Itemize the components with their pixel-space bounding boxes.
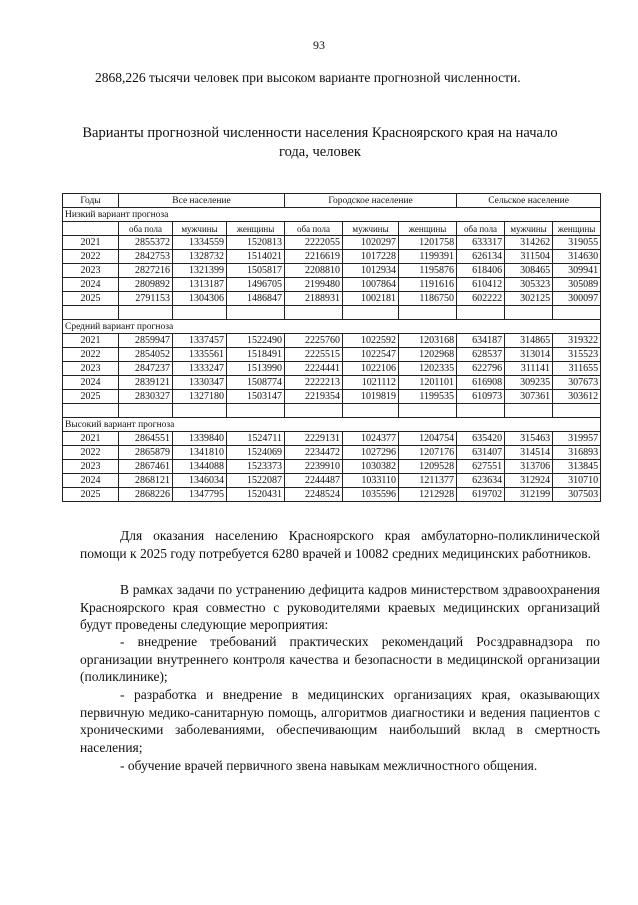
section-spacer-row <box>63 404 601 418</box>
value-cell: 314630 <box>553 250 601 264</box>
value-cell: 1335561 <box>173 348 227 362</box>
empty-cell <box>227 306 285 320</box>
value-cell: 2224441 <box>285 362 343 376</box>
value-cell: 1304306 <box>173 292 227 306</box>
value-cell: 1524069 <box>227 446 285 460</box>
bullet-1: - внедрение требований практических рекомендаций Росздравнадзора по организации внутреннего контроля качества и безопасности в медицинской организации (поликлинике); <box>80 634 600 684</box>
subheader-cell: оба пола <box>457 222 505 236</box>
year-cell: 2023 <box>63 460 119 474</box>
value-cell: 1327180 <box>173 390 227 404</box>
value-cell: 1033110 <box>343 474 399 488</box>
year-cell: 2021 <box>63 334 119 348</box>
value-cell: 302125 <box>505 292 553 306</box>
value-cell: 314262 <box>505 236 553 250</box>
value-cell: 303612 <box>553 390 601 404</box>
value-cell: 1002181 <box>343 292 399 306</box>
empty-cell <box>343 404 399 418</box>
empty-cell <box>119 404 173 418</box>
year-cell: 2023 <box>63 362 119 376</box>
value-cell: 2234472 <box>285 446 343 460</box>
year-cell: 2025 <box>63 390 119 404</box>
subheader-cell: мужчины <box>173 222 227 236</box>
value-cell: 1022547 <box>343 348 399 362</box>
value-cell: 1203168 <box>399 334 457 348</box>
value-cell: 1347795 <box>173 488 227 502</box>
value-cell: 631407 <box>457 446 505 460</box>
table-row <box>63 292 601 306</box>
value-cell: 627551 <box>457 460 505 474</box>
value-cell: 305089 <box>553 278 601 292</box>
value-cell: 315523 <box>553 348 601 362</box>
value-cell: 2827216 <box>119 264 173 278</box>
value-cell: 1346034 <box>173 474 227 488</box>
empty-cell <box>173 306 227 320</box>
paragraph-measures: В рамках задачи по устранению дефицита кадров министерством здравоохранения Красноярского края совместно с руководителями краевых медицинских организаций будут проведены следующие мероприятия: <box>80 582 600 632</box>
subheader-cell: женщины <box>227 222 285 236</box>
subheader-cell: оба пола <box>285 222 343 236</box>
header-years: Годы <box>63 194 119 208</box>
empty-cell <box>63 404 119 418</box>
value-cell: 616908 <box>457 376 505 390</box>
empty-cell <box>399 404 457 418</box>
value-cell: 610973 <box>457 390 505 404</box>
year-cell: 2024 <box>63 278 119 292</box>
value-cell: 316893 <box>553 446 601 460</box>
table-row <box>63 334 601 348</box>
subheader-cell: оба пола <box>119 222 173 236</box>
subheader-cell: мужчины <box>505 222 553 236</box>
value-cell: 1191616 <box>399 278 457 292</box>
value-cell: 1024377 <box>343 432 399 446</box>
value-cell: 1209528 <box>399 460 457 474</box>
value-cell: 1496705 <box>227 278 285 292</box>
value-cell: 308465 <box>505 264 553 278</box>
value-cell: 1212928 <box>399 488 457 502</box>
value-cell: 1201758 <box>399 236 457 250</box>
value-cell: 1505817 <box>227 264 285 278</box>
table-row <box>63 348 601 362</box>
empty-cell <box>505 306 553 320</box>
empty-cell <box>227 404 285 418</box>
value-cell: 2248524 <box>285 488 343 502</box>
table-row <box>63 236 601 250</box>
subheader-cell: женщины <box>553 222 601 236</box>
value-cell: 2199480 <box>285 278 343 292</box>
empty-cell <box>285 306 343 320</box>
value-cell: 314865 <box>505 334 553 348</box>
value-cell: 2225515 <box>285 348 343 362</box>
bullet-2: - разработка и внедрение в медицинских организациях края, оказывающих первичную медико-санитарную помощь, алгоритмов диагностики и ведения пациентов с хроническими заболеваниями, обеспечивающим наибольший вклад в смертность населения; <box>80 687 600 755</box>
population-table <box>62 193 601 502</box>
value-cell: 633317 <box>457 236 505 250</box>
value-cell: 1007864 <box>343 278 399 292</box>
value-cell: 309941 <box>553 264 601 278</box>
value-cell: 1199391 <box>399 250 457 264</box>
intro-line: 2868,226 тысячи человек при высоком варианте прогнозной численности. <box>95 70 521 85</box>
value-cell: 1202335 <box>399 362 457 376</box>
value-cell: 2855372 <box>119 236 173 250</box>
value-cell: 1522490 <box>227 334 285 348</box>
table-row <box>63 488 601 502</box>
value-cell: 1035596 <box>343 488 399 502</box>
value-cell: 1321399 <box>173 264 227 278</box>
subheader-cell: мужчины <box>343 222 399 236</box>
subheader-cell: женщины <box>399 222 457 236</box>
value-cell: 1030382 <box>343 460 399 474</box>
value-cell: 628537 <box>457 348 505 362</box>
value-cell: 1328732 <box>173 250 227 264</box>
value-cell: 1022592 <box>343 334 399 348</box>
section-title: Низкий вариант прогноза <box>63 208 601 222</box>
value-cell: 1486847 <box>227 292 285 306</box>
value-cell: 1514021 <box>227 250 285 264</box>
subheader-row <box>63 222 601 236</box>
value-cell: 313845 <box>553 460 601 474</box>
value-cell: 2219354 <box>285 390 343 404</box>
value-cell: 2222055 <box>285 236 343 250</box>
value-cell: 307361 <box>505 390 553 404</box>
year-cell: 2022 <box>63 250 119 264</box>
value-cell: 1211377 <box>399 474 457 488</box>
value-cell: 2854052 <box>119 348 173 362</box>
empty-cell <box>457 306 505 320</box>
empty-cell <box>553 404 601 418</box>
empty-cell <box>63 222 119 236</box>
value-cell: 300097 <box>553 292 601 306</box>
value-cell: 319957 <box>553 432 601 446</box>
value-cell: 307673 <box>553 376 601 390</box>
value-cell: 1204754 <box>399 432 457 446</box>
year-cell: 2025 <box>63 488 119 502</box>
value-cell: 2188931 <box>285 292 343 306</box>
value-cell: 319055 <box>553 236 601 250</box>
value-cell: 2839121 <box>119 376 173 390</box>
table-row <box>63 390 601 404</box>
value-cell: 312199 <box>505 488 553 502</box>
value-cell: 1020297 <box>343 236 399 250</box>
value-cell: 623634 <box>457 474 505 488</box>
header-rural: Сельское население <box>457 194 601 208</box>
table-row <box>63 278 601 292</box>
value-cell: 1503147 <box>227 390 285 404</box>
value-cell: 626134 <box>457 250 505 264</box>
year-cell: 2023 <box>63 264 119 278</box>
section-title-row <box>63 418 601 432</box>
year-cell: 2024 <box>63 474 119 488</box>
year-cell: 2022 <box>63 446 119 460</box>
value-cell: 1337457 <box>173 334 227 348</box>
value-cell: 310710 <box>553 474 601 488</box>
empty-cell <box>457 404 505 418</box>
value-cell: 1344088 <box>173 460 227 474</box>
value-cell: 2229131 <box>285 432 343 446</box>
section-title-row <box>63 320 601 334</box>
empty-cell <box>553 306 601 320</box>
value-cell: 2222213 <box>285 376 343 390</box>
empty-cell <box>119 306 173 320</box>
value-cell: 1523373 <box>227 460 285 474</box>
value-cell: 1186750 <box>399 292 457 306</box>
table-row <box>63 250 601 264</box>
value-cell: 1021112 <box>343 376 399 390</box>
value-cell: 1202968 <box>399 348 457 362</box>
value-cell: 2208810 <box>285 264 343 278</box>
page-number: 93 <box>313 38 325 52</box>
value-cell: 1341810 <box>173 446 227 460</box>
value-cell: 1012934 <box>343 264 399 278</box>
value-cell: 1330347 <box>173 376 227 390</box>
table-title: Варианты прогнозной численности населения Красноярского края на начало года, человек <box>82 125 558 160</box>
value-cell: 2865879 <box>119 446 173 460</box>
value-cell: 635420 <box>457 432 505 446</box>
section-title: Средний вариант прогноза <box>63 320 601 334</box>
value-cell: 2239910 <box>285 460 343 474</box>
table-row <box>63 474 601 488</box>
value-cell: 314514 <box>505 446 553 460</box>
value-cell: 309235 <box>505 376 553 390</box>
value-cell: 315463 <box>505 432 553 446</box>
value-cell: 2847237 <box>119 362 173 376</box>
year-cell: 2025 <box>63 292 119 306</box>
value-cell: 2867461 <box>119 460 173 474</box>
value-cell: 1027296 <box>343 446 399 460</box>
empty-cell <box>505 404 553 418</box>
section-title: Высокий вариант прогноза <box>63 418 601 432</box>
value-cell: 307503 <box>553 488 601 502</box>
value-cell: 1518491 <box>227 348 285 362</box>
value-cell: 311504 <box>505 250 553 264</box>
value-cell: 1508774 <box>227 376 285 390</box>
empty-cell <box>63 306 119 320</box>
value-cell: 618406 <box>457 264 505 278</box>
empty-cell <box>285 404 343 418</box>
header-total: Все население <box>119 194 285 208</box>
value-cell: 1019819 <box>343 390 399 404</box>
value-cell: 610412 <box>457 278 505 292</box>
value-cell: 319322 <box>553 334 601 348</box>
value-cell: 1201101 <box>399 376 457 390</box>
paragraph-doctors: Для оказания населению Красноярского края амбулаторно-поликлинической помощи к 2025 году потребуется 6280 врачей и 10082 средних медицинских работников. <box>80 528 600 561</box>
year-cell: 2024 <box>63 376 119 390</box>
table-row <box>63 460 601 474</box>
value-cell: 2225760 <box>285 334 343 348</box>
table-row <box>63 446 601 460</box>
value-cell: 313706 <box>505 460 553 474</box>
value-cell: 1022106 <box>343 362 399 376</box>
value-cell: 312924 <box>505 474 553 488</box>
year-cell: 2022 <box>63 348 119 362</box>
value-cell: 2868121 <box>119 474 173 488</box>
table-row <box>63 362 601 376</box>
value-cell: 1339840 <box>173 432 227 446</box>
value-cell: 619702 <box>457 488 505 502</box>
section-spacer-row <box>63 306 601 320</box>
table-row <box>63 264 601 278</box>
value-cell: 2868226 <box>119 488 173 502</box>
value-cell: 2859947 <box>119 334 173 348</box>
bullet-3: - обучение врачей первичного звена навыкам межличностного общения. <box>120 758 538 773</box>
value-cell: 2216619 <box>285 250 343 264</box>
value-cell: 2842753 <box>119 250 173 264</box>
value-cell: 313014 <box>505 348 553 362</box>
value-cell: 1524711 <box>227 432 285 446</box>
value-cell: 1333247 <box>173 362 227 376</box>
value-cell: 2830327 <box>119 390 173 404</box>
table-row <box>63 376 601 390</box>
value-cell: 1199535 <box>399 390 457 404</box>
value-cell: 1207176 <box>399 446 457 460</box>
value-cell: 2244487 <box>285 474 343 488</box>
year-cell: 2021 <box>63 432 119 446</box>
value-cell: 622796 <box>457 362 505 376</box>
table-header-row <box>63 194 601 208</box>
value-cell: 634187 <box>457 334 505 348</box>
value-cell: 602222 <box>457 292 505 306</box>
value-cell: 2809892 <box>119 278 173 292</box>
table-row <box>63 432 601 446</box>
value-cell: 1313187 <box>173 278 227 292</box>
value-cell: 1195876 <box>399 264 457 278</box>
value-cell: 1520431 <box>227 488 285 502</box>
section-title-row <box>63 208 601 222</box>
year-cell: 2021 <box>63 236 119 250</box>
value-cell: 1522087 <box>227 474 285 488</box>
value-cell: 1513990 <box>227 362 285 376</box>
empty-cell <box>173 404 227 418</box>
value-cell: 2791153 <box>119 292 173 306</box>
value-cell: 311141 <box>505 362 553 376</box>
empty-cell <box>399 306 457 320</box>
value-cell: 1334559 <box>173 236 227 250</box>
header-urban: Городское население <box>285 194 457 208</box>
value-cell: 305323 <box>505 278 553 292</box>
value-cell: 311655 <box>553 362 601 376</box>
value-cell: 1520813 <box>227 236 285 250</box>
value-cell: 2864551 <box>119 432 173 446</box>
empty-cell <box>343 306 399 320</box>
value-cell: 1017228 <box>343 250 399 264</box>
